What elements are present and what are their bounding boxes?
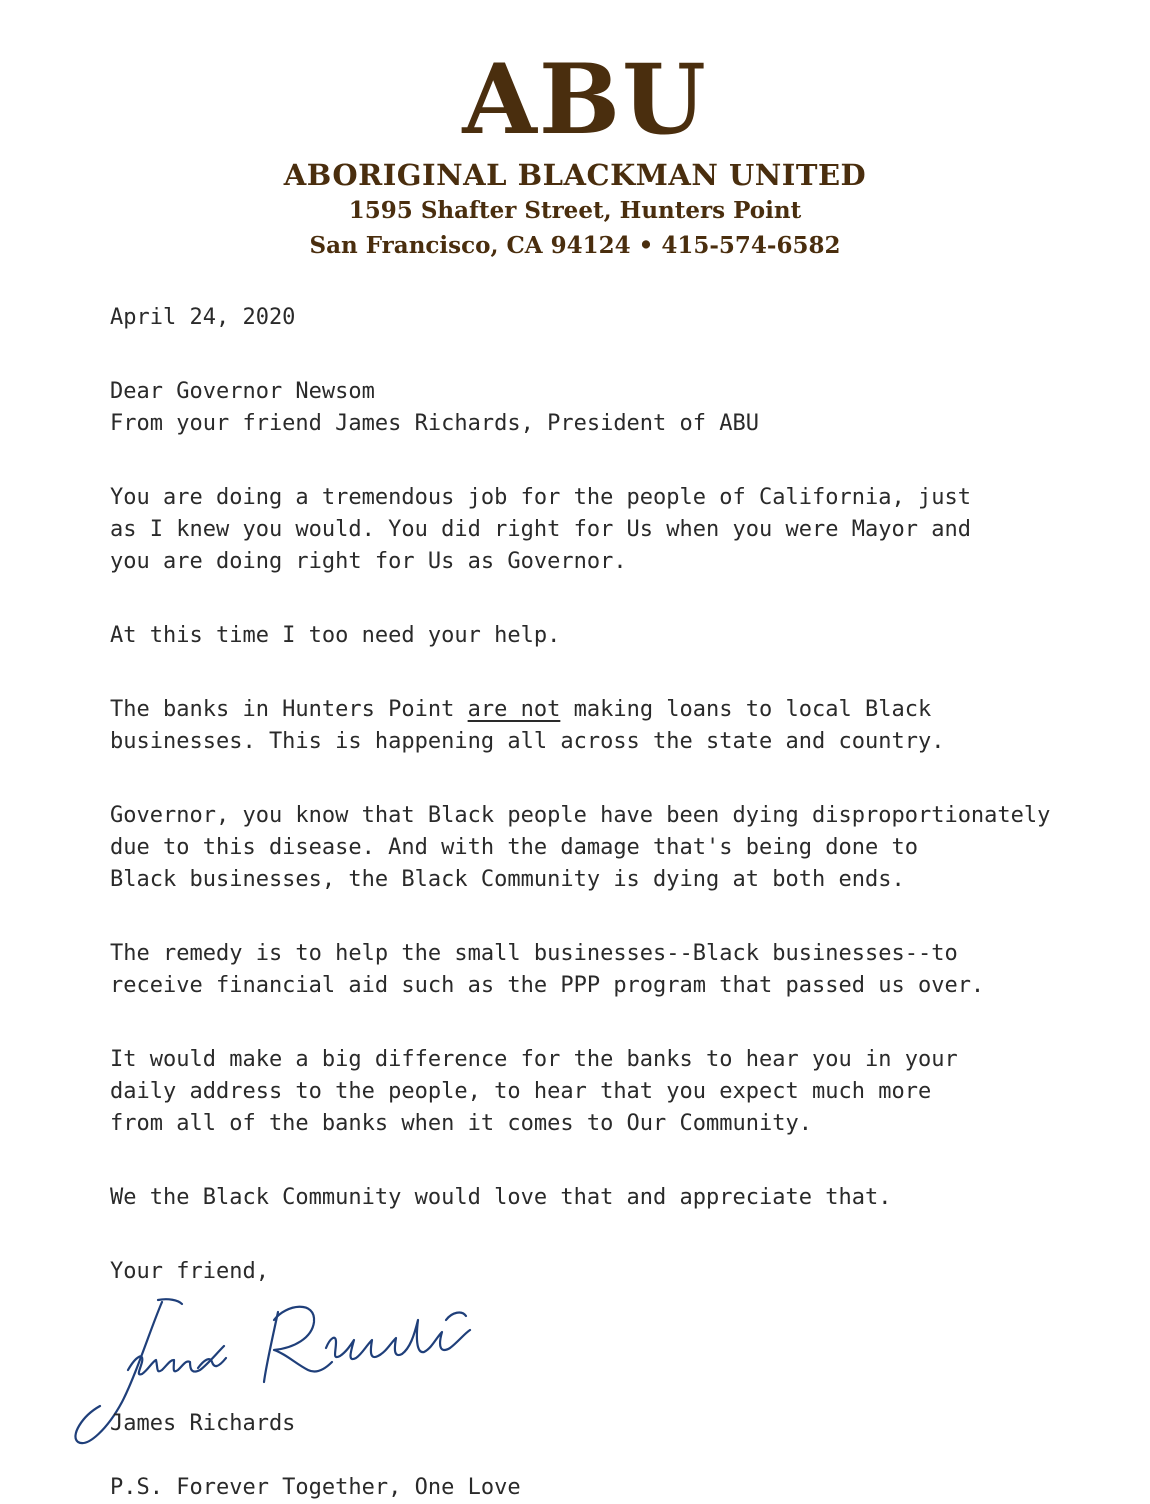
sender-line: From your friend James Richards, President of ABU: [110, 411, 760, 436]
org-name: ABORIGINAL BLACKMAN UNITED: [283, 158, 867, 192]
paragraph-disease: Governor, you know that Black people have been dying disproportionately due to this disease. And with the damage that's being done to Black businesses, the Black Community is dying at both ends.: [110, 803, 1051, 892]
letterhead: [0, 43, 1150, 263]
paragraph-address: It would make a big difference for the banks to hear you in your daily address to the people, to hear that you expect much more from all of the banks when it comes to Our Community.: [110, 1047, 958, 1136]
salutation-line: Dear Governor Newsom: [110, 379, 375, 404]
paragraph-request: At this time I too need your help.: [110, 623, 561, 648]
org-city-phone: San Francisco, CA 94124 • 415-574-6582: [309, 232, 841, 259]
org-street-address: 1595 Shafter Street, Hunters Point: [348, 197, 802, 224]
paragraph-praise: You are doing a tremendous job for the people of California, just as I knew you would. You did right for Us when you were Mayor and you are doing right for Us as Governor.: [110, 485, 971, 574]
closing-line: Your friend,: [110, 1259, 269, 1284]
salutation-block: [110, 376, 1100, 440]
paragraph-appreciation: We the Black Community would love that and appreciate that.: [110, 1185, 892, 1210]
paragraph-remedy: The remedy is to help the small businesses--Black businesses--to receive financial aid such as the PPP program that passed us over.: [110, 941, 985, 998]
underlined-phrase: are not: [467, 697, 561, 722]
letter-body: [110, 302, 1100, 1288]
org-logo: ABU: [462, 43, 708, 156]
postscript: P.S. Forever Together, One Love: [110, 1475, 521, 1500]
paragraph-banks-end: making loans to local Black businesses. This is happening all across the state and country.: [110, 697, 945, 754]
paragraph-banks-start: The banks in Hunters Point: [110, 697, 468, 722]
signer-name: James Richards: [110, 1411, 296, 1436]
letter-date: April 24, 2020: [110, 305, 296, 330]
paragraph-banks: [110, 694, 1100, 758]
